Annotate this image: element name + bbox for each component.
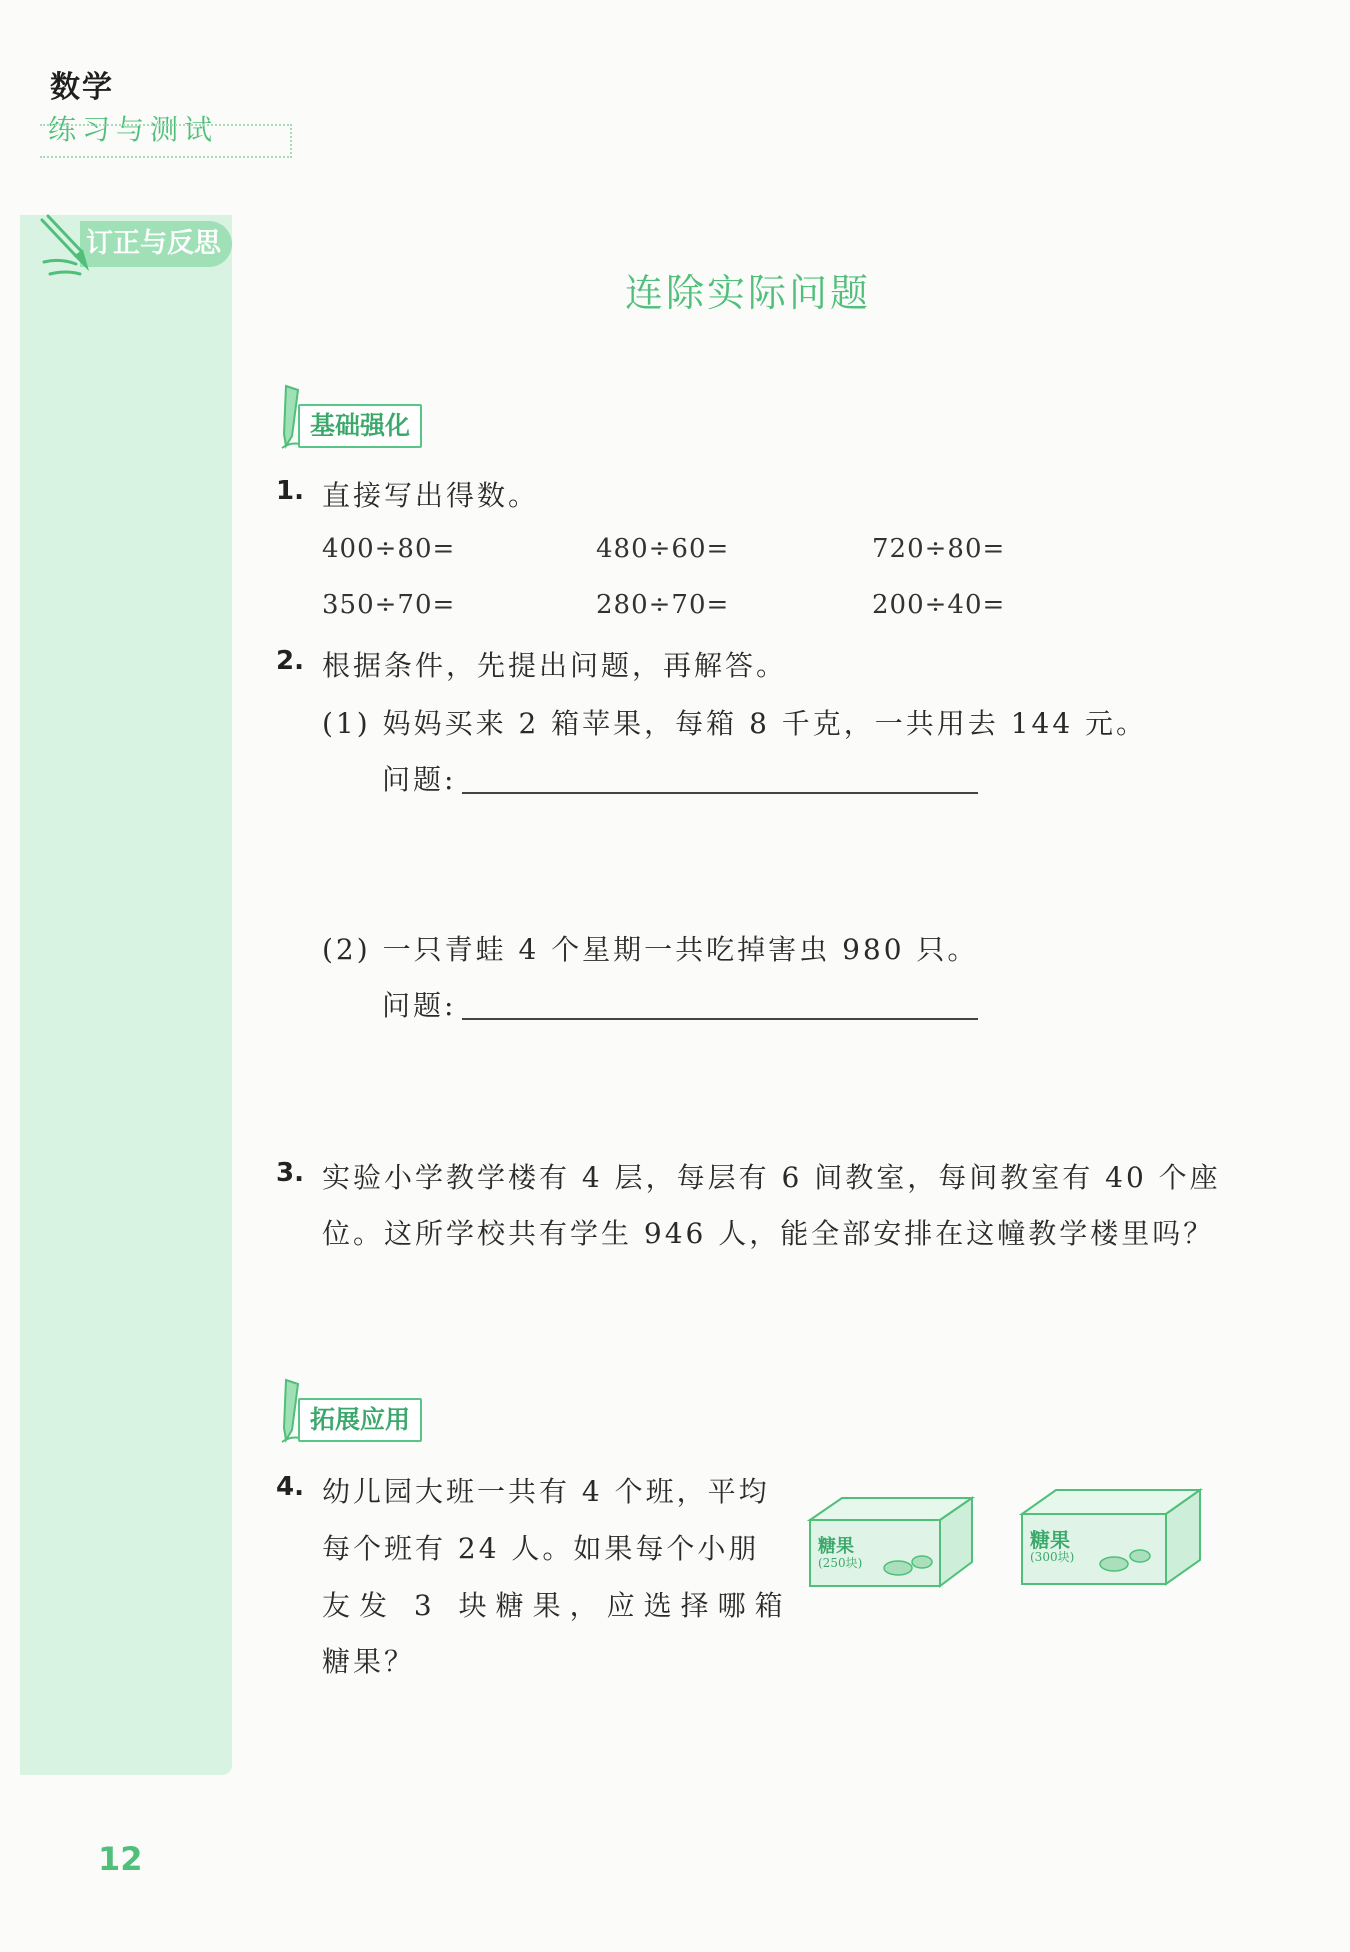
question-2-sub-2: (2) 一只青蛙 4 个星期一共吃掉害虫 980 只。 <box>322 933 979 966</box>
sidebar-tab-label: 订正与反思 <box>86 228 221 259</box>
sidebar-tab <box>80 221 232 267</box>
header-divider <box>40 124 292 158</box>
question-3-line-1: 实验小学教学楼有 4 层，每层有 6 间教室，每间教室有 40 个座 <box>322 1161 1221 1194</box>
expression: 400÷80= <box>322 534 456 564</box>
question-prompt: 问题: <box>382 989 457 1022</box>
book-title: 数学 <box>50 70 114 105</box>
candy-box-250 <box>806 1490 976 1600</box>
question-1-text: 直接写出得数。 <box>322 479 540 512</box>
expression: 350÷70= <box>322 590 456 620</box>
question-4-line-2: 每个班有 24 人。如果每个小朋 <box>322 1532 760 1565</box>
section-label-extension: 拓展应用 <box>298 1398 422 1442</box>
candy-box-300 <box>1018 1482 1204 1598</box>
answer-line[interactable] <box>462 1018 978 1020</box>
book-subtitle: 练习与测试 <box>48 113 219 146</box>
page-title: 连除实际问题 <box>624 271 871 315</box>
question-number-3: 3. <box>276 1158 304 1188</box>
question-4-line-1: 幼儿园大班一共有 4 个班，平均 <box>322 1475 770 1508</box>
expression: 480÷60= <box>596 534 730 564</box>
candy-box-label: 糖果 <box>1030 1528 1070 1552</box>
section-label-basic: 基础强化 <box>298 404 422 448</box>
question-2-text: 根据条件，先提出问题，再解答。 <box>322 649 788 682</box>
question-3-line-2: 位。这所学校共有学生 946 人，能全部安排在这幢教学楼里吗？ <box>322 1217 1215 1250</box>
expression: 720÷80= <box>872 534 1006 564</box>
expression: 200÷40= <box>872 590 1006 620</box>
question-number-1: 1. <box>276 476 304 506</box>
question-4-line-3: 友发 3 块糖果，应选择哪箱 <box>322 1589 792 1622</box>
page-number: 12 <box>98 1840 143 1878</box>
candy-box-count: (300块) <box>1030 1550 1075 1564</box>
answer-line[interactable] <box>462 792 978 794</box>
expression: 280÷70= <box>596 590 730 620</box>
correction-sidebar <box>20 215 232 1775</box>
question-number-4: 4. <box>276 1472 304 1502</box>
question-number-2: 2. <box>276 646 304 676</box>
question-4-line-4: 糖果？ <box>322 1645 416 1678</box>
question-prompt: 问题: <box>382 763 457 796</box>
candy-box-label: 糖果 <box>818 1536 854 1557</box>
candy-box-count: (250块) <box>818 1556 863 1570</box>
question-2-sub-1: (1) 妈妈买来 2 箱苹果，每箱 8 千克，一共用去 144 元。 <box>322 707 1148 740</box>
